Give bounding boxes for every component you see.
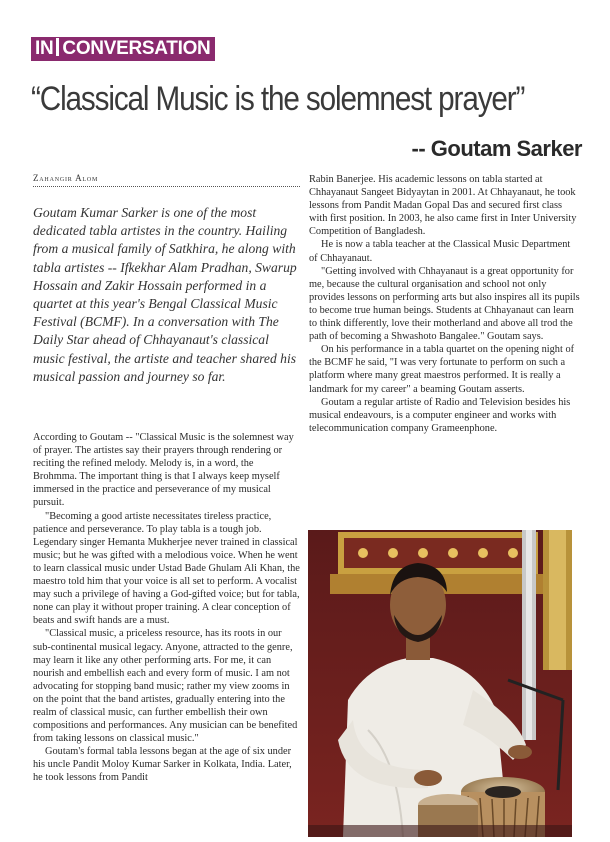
body-paragraph: According to Goutam -- "Classical Music is the solemnest way of prayer. The artistes say their prayers through rendering or reciting the refined melody. Melody is, in a word, the Brohmma. The important thing is that I always keep myself immersed in the practice and perseverance of my musical pursuit. [33,432,294,509]
kicker-conversation: CONVERSATION [62,38,211,59]
body-paragraph: "Becoming a good artiste necessitates tireless practice, patience and perseverance. To play tabla is a tough job. Legendary singer Hemanta Mukherjee never trained in classical music; but he was gifted with a melodious voice. When he went to learn classical music under Ustad Bade Ghulam Ali Khan, the maestro told him that your voice is all set to perform. A vocalist may such a privilege of having a God-gifted voice; but for tabla, none can play it without proper training. A clear conception of beats and swift hands are a must. [33,510,300,627]
body-paragraph: He is now a tabla teacher at the Classical Music Department of Chhayanaut. [309,239,571,264]
body-paragraph: Goutam a regular artiste of Radio and Television besides his musical endeavours, is a computer engineer and works with telecommunication company Grameenphone. [309,396,571,434]
section-kicker [31,37,215,61]
intro-text: Goutam Kumar Sarker is one of the most dedicated tabla artistes in the country. Hailing from a musical family of Satkhira, he along with tabla artistes -- Ifkekhar Alam Pradhan, Swarup Hossain and Zakir Hossain performed in a quartet at this year's Bengal Classical Music Festival (BCMF). In a conversation with The Daily Star ahead of Chhayanaut's classical music festival, the artiste and teacher shared his musical passion and journey so far. [33,205,297,384]
kicker-separator [56,38,59,56]
body-paragraph: Goutam's formal tabla lessons began at the age of six under his uncle Pandit Moloy Kumar Sarker in Kolkata, India. Later, he took lessons from Pandit [33,746,292,784]
intro-paragraph [33,204,301,386]
headline: “Classical Music is the solemnest prayer” [31,80,525,118]
body-paragraph: "Classical music, a priceless resource, has its roots in our sub-continental musical legacy. Anyone, attracted to the genre, may learn it like any other performing arts. For me, it can nourish and embellish each and every form of music. I am not advocating for stopping band music; rather my view zooms in on the point that the band artistes, gradually entering into the realm of classical music, can further embellish their own compositions and performances. Any musician can be benefited from taking lessons on classical music." [33,628,298,745]
kicker-in: IN [35,38,54,59]
tabla-player-illustration [308,530,572,837]
body-paragraph: "Getting involved with Chhayanaut is a great opportunity for me, because the cultural organisation and school not only provides lessons on performing arts but also inspires all its pupils to become true human beings. Students at Chhayanaut can learn to think differently, love their motherland and above all trod the path of becoming a Shwashoto Bangalee." Goutam says. [309,265,580,343]
body-paragraph: Rabin Banerjee. His academic lessons on tabla started at Chhayanaut Sangeet Bidyaytan in 2001. At Chhayanaut, he took lessons from Pandit Madan Gopal Das and secured first class with first position. In 2003, he also came first in Inter University Competition of Bangladesh. [309,174,577,238]
body-column-right [309,173,580,435]
byline-divider [33,186,300,187]
byline: Zahangir Alom [33,173,99,183]
artist-photo [308,530,572,837]
body-column-left [33,431,300,785]
body-paragraph: On his performance in a tabla quartet on the opening night of the BCMF he said, "I was very fortunate to perform on such a platform where many great maestros performed. It is really a landmark for my career" a beaming Goutam asserts. [309,344,575,395]
attribution: -- Goutam Sarker [411,136,582,161]
